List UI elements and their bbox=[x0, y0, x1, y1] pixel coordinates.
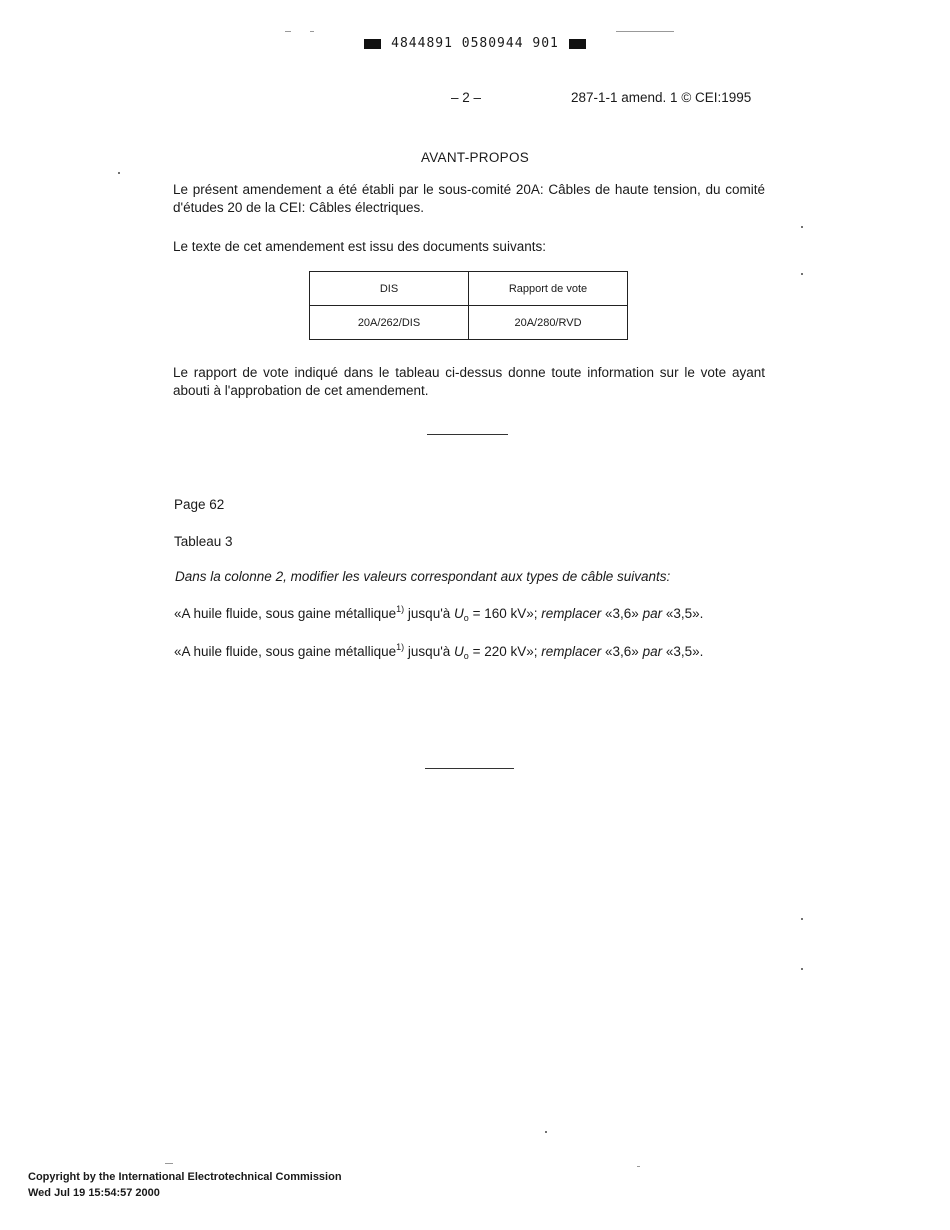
footnote-marker: 1) bbox=[396, 604, 405, 614]
scan-speck bbox=[118, 172, 120, 174]
voltage-subscript: o bbox=[463, 613, 469, 623]
document-barcode bbox=[0, 36, 950, 51]
scan-mark bbox=[285, 31, 291, 32]
section-divider bbox=[427, 434, 508, 435]
scan-speck bbox=[801, 226, 803, 228]
foreword-paragraph-3: Le rapport de vote indiqué dans le tableau ci-dessus donne toute information sur le vote ayant abouti à l'approbation de cet amendement. bbox=[173, 365, 765, 398]
scan-speck bbox=[801, 273, 803, 275]
barcode-number: 4844891 0580944 901 bbox=[391, 36, 559, 51]
scan-mark bbox=[637, 1166, 640, 1167]
footnote-marker: 1) bbox=[396, 642, 405, 652]
foreword-paragraph-2: Le texte de cet amendement est issu des documents suivants: bbox=[173, 239, 546, 254]
table-header-cell: DIS bbox=[310, 272, 469, 306]
item-text: jusqu'à bbox=[404, 606, 455, 621]
foreword-paragraph-1: Le présent amendement a été établi par le sous-comité 20A: Câbles de haute tension, du comité d'études 20 de la CEI: Câbles électriques. bbox=[173, 182, 765, 215]
amendment-item bbox=[174, 644, 703, 659]
end-divider bbox=[425, 768, 514, 769]
copyright-notice: Copyright by the International Electrotechnical Commission bbox=[28, 1171, 342, 1183]
replace-word: remplacer bbox=[541, 644, 602, 659]
scan-speck bbox=[801, 918, 803, 920]
scan-mark bbox=[310, 31, 314, 32]
replace-word: remplacer bbox=[541, 606, 602, 621]
item-text: «A huile fluide, sous gaine métallique bbox=[174, 644, 397, 659]
par-word: par bbox=[642, 606, 663, 621]
item-text: «A huile fluide, sous gaine métallique bbox=[174, 606, 397, 621]
new-value: «3,5». bbox=[662, 606, 704, 621]
table-cell: 20A/280/RVD bbox=[469, 306, 628, 340]
voltage-value: = 160 kV»; bbox=[468, 606, 542, 621]
barcode-block-left bbox=[364, 39, 381, 49]
table-header-cell: Rapport de vote bbox=[469, 272, 628, 306]
section-title: AVANT-PROPOS bbox=[420, 150, 530, 165]
new-value: «3,5». bbox=[662, 644, 704, 659]
par-word: par bbox=[642, 644, 663, 659]
old-value: «3,6» bbox=[601, 606, 643, 621]
scan-mark bbox=[165, 1163, 173, 1164]
scan-speck bbox=[801, 968, 803, 970]
scan-mark bbox=[616, 31, 674, 32]
table-header-row bbox=[310, 272, 628, 306]
amendment-item bbox=[174, 606, 703, 621]
voltage-value: = 220 kV»; bbox=[468, 644, 542, 659]
old-value: «3,6» bbox=[601, 644, 643, 659]
table-row bbox=[310, 306, 628, 340]
table-cell: 20A/262/DIS bbox=[310, 306, 469, 340]
page-number: – 2 – bbox=[451, 90, 482, 105]
voltage-symbol: U bbox=[454, 644, 464, 659]
page-reference: Page 62 bbox=[174, 497, 225, 512]
barcode-block-right bbox=[569, 39, 586, 49]
item-text: jusqu'à bbox=[404, 644, 455, 659]
table-reference: Tableau 3 bbox=[174, 534, 233, 549]
print-timestamp: Wed Jul 19 15:54:57 2000 bbox=[28, 1187, 160, 1199]
document-reference: 287-1-1 amend. 1 © CEI:1995 bbox=[571, 90, 752, 105]
voltage-subscript: o bbox=[463, 651, 469, 661]
scan-speck bbox=[545, 1131, 547, 1133]
documents-table bbox=[309, 271, 628, 340]
amendment-instruction: Dans la colonne 2, modifier les valeurs correspondant aux types de câble suivants: bbox=[175, 569, 671, 584]
voltage-symbol: U bbox=[454, 606, 464, 621]
